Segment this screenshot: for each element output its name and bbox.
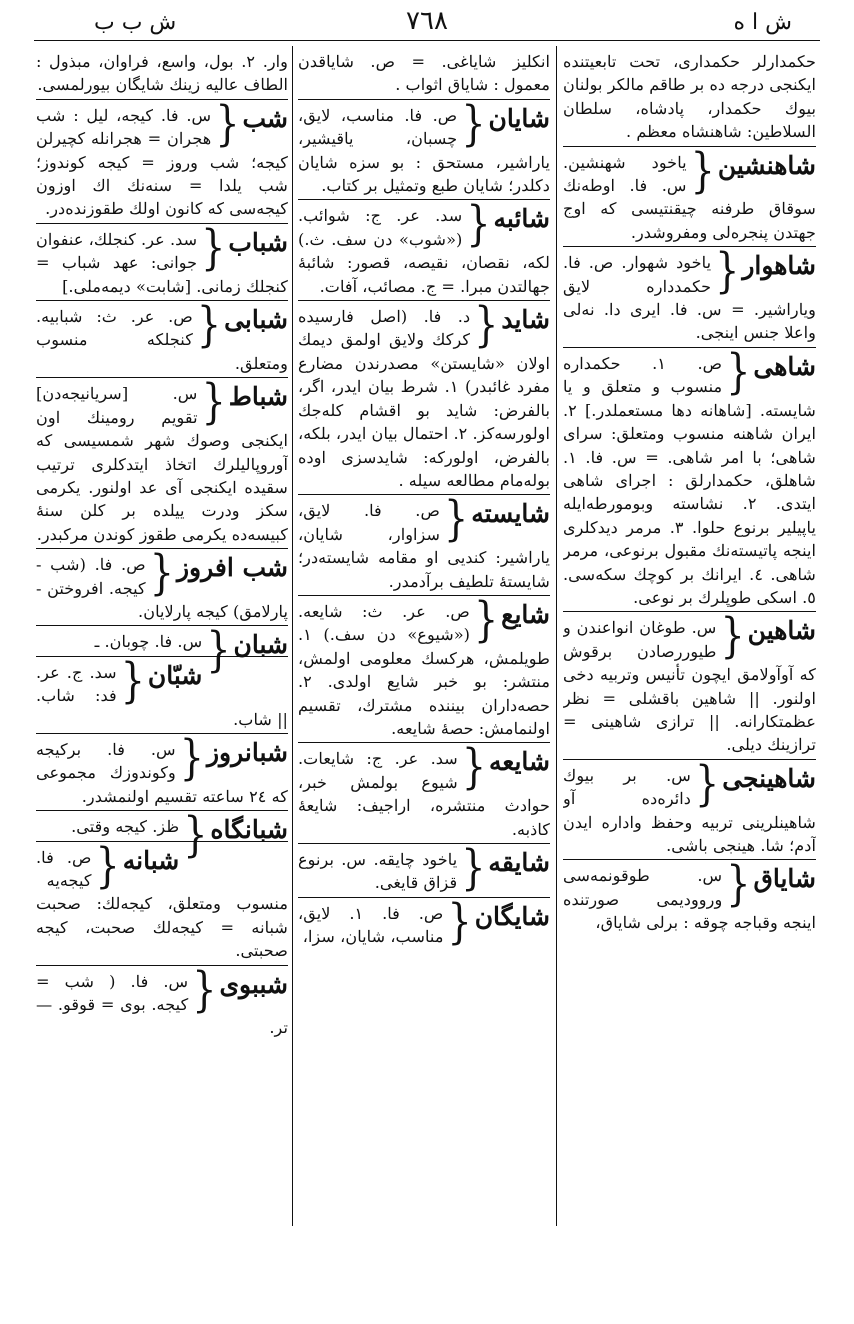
brace-icon: { [215,95,240,151]
entry-definition: ص. فا. لایق، سزاوار، شایان، یاراشیر: کندیى او مقامه شایسته‌در؛ شایستهٔ تلطیف برآدمدر. [298,501,550,591]
brace-icon: { [715,242,740,298]
brace-icon: { [474,296,499,352]
dictionary-entry [36,837,288,966]
entry-definition: یاخود چایقه. س. برنوع قزاق قایغى. [298,850,458,893]
entry-definition: ظز. کیجه وقتى. [71,817,180,837]
entry-headword: شبّان [147,660,203,690]
entry-definition: سد. عر. ج: شوائب. («شوب» دن سف. ث.) لکه، نقصان، نقیصه، قصور: شائبهٔ جهالتدن مبرا. = ج. مصائب، آفات. [298,206,550,296]
entry-headword: شایگان [474,901,550,931]
entry-headword: شبانگاه [210,815,288,845]
brace-icon: { [201,219,226,275]
entry-headword: شاهوار [742,251,816,281]
entry-definition: یاخود شهوار. ص. فا. حکمدداره لایق ویاراشیر. = س. فا. ایرى دا. نه‌لى واعلا جنس اینجى. [563,253,816,343]
entry-definition: ص. فا. (شب - کیجه. افروختن - پارلامق) کیجه پارلایان. [36,555,288,621]
entry-definition: حکمدارلر حکمدارى، تحت تابعیتنده ایکنجى درجه ده بر طاقم مالکر بولنان بیوك حکمدار، پادشاه، سلطان السلاطین: شاهنشاه معظم . [563,52,816,142]
entry-definition: سد. ج. عر. فد: شاب. || شاب. [36,662,288,729]
entry-headword: شاید [501,305,550,335]
entry-definition: یاخود شهنشین. س. فا. اوطه‌نك سوقاق طرفنه چیقنتیسى که اوج جهتدن پنجره‌لى ومفروشدر. [563,152,816,242]
column-middle [298,50,550,1230]
entry-definition: س. فا. ( شب = کیجه. بوى = قوقو. — تر. [36,971,288,1038]
entry-headword: شاهینجى [722,763,816,793]
dictionary-entry [36,219,288,301]
dictionary-entry [563,50,816,147]
dictionary-entry [36,373,288,549]
dictionary-entry [36,961,288,1042]
page-header [34,6,820,41]
entry-headword: شبانروز [206,737,288,767]
entry-definition: س. طوقونمه‌سى وروودیمى صورتنده اینجه وقباجه چوقه : برلى شاياق، [563,866,816,933]
dictionary-entry [298,95,550,201]
brace-icon: { [179,729,204,785]
column-right [563,50,816,1230]
brace-icon: { [466,195,491,251]
entry-definition: ص. فا. ١. لایق، مناسب، شایان، سزا، [298,903,444,947]
entry-definition: س. طوغان انواعندن و طیوررصادن برقوش که آوآولامق ایچون تأنیس وتربیه دخى اولنور. || شاهین باقشلى = نظر عظمتکارانه. || ترازى شاهینى = ترازینك دیلى. [563,618,816,755]
entry-headword: شاهى [753,351,816,381]
dictionary-entry [563,607,816,759]
entry-headword: شایعه [489,747,550,777]
entry-headword: شبانه [122,845,180,875]
entry-definition: انکلیز شایاغى. = ص. شایاقدن معمول : شایاق اثواب . [298,52,550,95]
brace-icon: { [120,652,145,708]
entry-headword: شایسته [471,499,550,529]
brace-icon: { [149,544,174,600]
entry-headword: شایع [501,599,550,629]
brace-icon: { [461,95,486,151]
entry-headword: شاهنشین [717,150,816,180]
brace-icon: { [726,343,751,399]
dictionary-entry [36,95,288,224]
entry-headword: شبان [233,630,288,660]
dictionary-entry [563,855,816,936]
dictionary-entry [36,544,288,626]
dictionary-entry [298,738,550,844]
page-number: ٧٦٨ [406,6,448,36]
entry-definition: س. فا. کیجه، لیل : شب هجران = هجرانله کچیرلن کیجه؛ شب وروز = کیجه کوندوز؛ شب یلدا = سنه‌نك اك اوزون کیجه‌سى که کانون اولك طقوزنده‌در. [36,105,288,219]
entry-definition: س. فا. چوبان. ـ [94,632,203,652]
entry-definition: سد. عر. ج: شایعات. شیوع بولمش خبر، حوادث منتشره، اراجیف: شایعهٔ کاذبه. [298,749,550,839]
brace-icon: { [461,839,486,895]
dictionary-entry [298,490,550,596]
brace-icon: { [690,142,715,198]
dictionary-entry [36,729,288,811]
dictionary-entry [298,893,550,951]
entry-headword: شایان [488,103,550,133]
entry-headword: شب افروز [176,553,288,583]
dictionary-entry [563,142,816,248]
column-divider [556,46,557,1226]
entry-definition: س. فا. برکیجه وکوندوزك مجموعى که ٢٤ ساعته تقسیم اولنمشدر. [36,739,288,806]
dictionary-entry [36,652,288,734]
column-left [36,50,288,1230]
entry-definition: وار. ٢. بول، واسع، فراوان، مبذول : الطاف عالیه زینك شایگان بیورلمسى. [36,52,288,95]
dictionary-entry [298,296,550,495]
brace-icon: { [196,296,222,352]
entry-definition: ص. عر. ث: شبابیه. کنجلکه منسوب ومتعلق. [36,307,288,373]
entry-headword: شب [242,103,288,133]
brace-icon: { [95,837,120,893]
brace-icon: { [206,621,231,677]
brace-icon: { [473,591,499,647]
brace-icon: { [183,806,208,862]
entry-definition: س. بر بیوك دائره‌ده آو شاهینلرینى تربیه وحفظ واداره ایدن آدم؛ شا. هینجى باشى. [563,765,816,855]
entry-headword: شائبه [493,204,550,234]
brace-icon: { [447,893,472,949]
entry-definition: ص. فا. کیجه‌یه منسوب ومتعلق، کیجه‌لك: صحبت شبانه = کیجه‌لك صحبت، کیجه صحبتى. [36,847,288,961]
dictionary-entry [298,195,550,301]
entry-headword: شبابى [224,305,288,335]
header-right-guide: ش ا ه [733,10,792,35]
dictionary-entry [36,50,288,100]
entry-headword: شاهین [747,616,816,646]
brace-icon: { [444,490,469,546]
dictionary-entry [563,242,816,348]
entry-definition: سد. عر. کنجلك، عنفوان جوانى: عهد شباب = کنجلك زمانى. [شابت» دیمه‌ملى.] [36,229,288,296]
entry-definition: د. فا. (اصل فارسیده کرکك ولایق اولمق دیمك اولان «شایستن» مصدرندن مضارع مفرد غائبدر) ١. شرط بیان ایدر، اگر، بالفرض: شاید بو اقشام کله‌جك اولورسه‌کز. ٢. احتمال بیان ایدر، بلکه، بالفرض، اولورکه: شایدسزى اوده بوله‌مام مطالعه سیله . [298,307,550,490]
entry-definition: ص. ١. حکمداره منسوب و متعلق و یا شایسته. [شاهانه دها مستعملدر.] ٢. ایران شاهنه منسوب ومتعلق: سراى شاهى؛ با امر شاهى. = س. فا. ١. شاهلق، حکمدارلق : اجراى شاهى ایتدى. ٢. نشاسته وبومورطه‌ایله یاپیلیر برنوع حلوا. ٣. مرمر دیدکلرى اینجه پاتیسته‌نك مقبول برنوعى، مرمر شاهى. ٤. ایرانك بر کوچك سکه‌سى. ٥. اسکى طوپلرك بر نوعى. [563,353,816,607]
brace-icon: { [192,961,217,1017]
dictionary-entry [298,839,550,898]
brace-icon: { [720,607,745,663]
dictionary-entry [298,591,550,743]
dictionary-entry [563,755,816,861]
dictionary-entry [36,296,288,378]
entry-headword: شاياق [753,864,816,894]
header-left-guide: ش ب ب [94,10,177,35]
brace-icon: { [201,373,226,429]
entry-headword: شایقه [488,848,550,877]
entry-definition: ص. فا. مناسب، لایق، چسبان، یاقیشیر، یاراشیر، مستحق : بو سزه شایان دکلدر؛ شایان طبع وتمثیل بر کتاب. [298,105,550,196]
entry-headword: شباط [228,382,288,412]
dictionary-entry [298,50,550,100]
entry-headword: شباب [228,227,288,257]
entry-headword: شببوى [219,969,288,999]
entry-definition: ص. عر. ث: شایعه. («شیوع» دن سف.) ١. طویلمش، هرکسك معلومى اولمش، منتشر: بو خبر شایع اولدى. ٢. حصه‌داران بیننده مشترك، تقسیم اولنمامش: حصهٔ شایعه. [298,601,550,738]
brace-icon: { [695,755,720,811]
dictionary-entry [563,343,816,612]
entry-definition: س. [سریانیجه‌دن] تقویم رومینك اون ایکنجى وصوك شهر شمسیسى که آوروپالیلرك اتخاذ ایتدکلرى ترتیب سقیده ایکنجى آى عد اولنور. یکرمى سکز ودرت ییلده بر کلن سنهٔ کبیسه‌ده یکرمى طقوز کوندن مرکبدر. [36,384,288,544]
dictionary-entry [36,621,288,677]
brace-icon: { [726,855,751,911]
brace-icon: { [461,738,486,794]
column-divider [292,46,293,1226]
